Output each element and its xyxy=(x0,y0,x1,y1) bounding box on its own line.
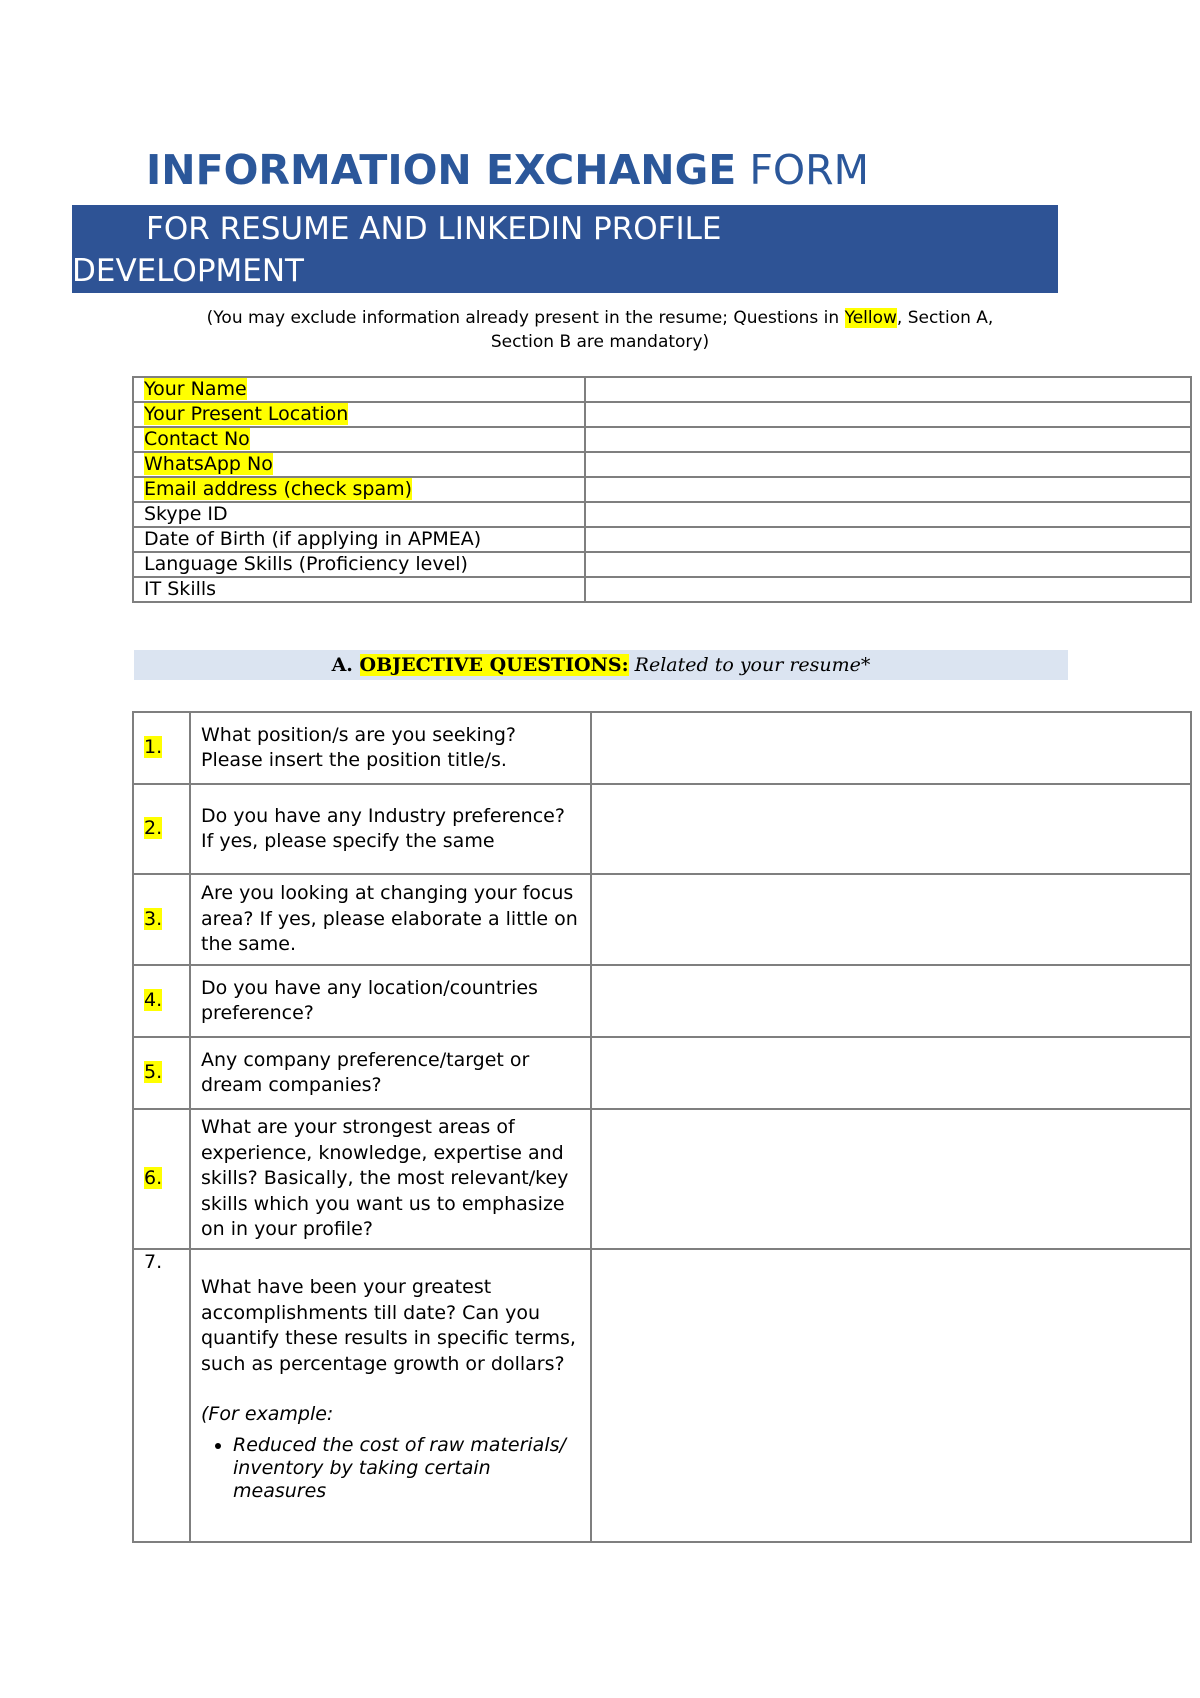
info-label: WhatsApp No xyxy=(144,453,273,475)
info-row xyxy=(133,427,1191,452)
info-label: Your Name xyxy=(144,378,247,400)
info-answer-field[interactable] xyxy=(585,452,1191,477)
info-answer-field[interactable] xyxy=(585,427,1191,452)
question-number: 6. xyxy=(144,1167,163,1190)
answer-field[interactable] xyxy=(591,1037,1191,1109)
info-label: Your Present Location xyxy=(144,403,349,425)
question-text: Any company preference/target or dream companies? xyxy=(190,1037,591,1109)
question-row xyxy=(133,965,1191,1037)
banner-line-2: DEVELOPMENT xyxy=(72,253,304,289)
info-label: Language Skills (Proficiency level) xyxy=(144,553,468,575)
example-label: (For example: xyxy=(201,1403,334,1425)
question-number: 5. xyxy=(144,1061,163,1084)
question-row xyxy=(133,1249,1191,1542)
info-label: Skype ID xyxy=(144,503,228,525)
info-row xyxy=(133,527,1191,552)
info-label: Date of Birth (if applying in APMEA) xyxy=(144,528,482,550)
question-text: Are you looking at changing your focus area? If yes, please elaborate a little on the same. xyxy=(190,874,591,965)
personal-info-table xyxy=(132,376,1192,603)
question-number: 3. xyxy=(144,907,163,930)
example-list xyxy=(201,1434,580,1503)
question-row xyxy=(133,712,1191,784)
question-number: 1. xyxy=(144,736,163,759)
info-row xyxy=(133,402,1191,427)
question-text: What have been your greatest accomplishments till date? Can you quantify these results in specific terms, such as percentage growth or dollars? xyxy=(201,1276,576,1375)
banner-line-1: FOR RESUME AND LINKEDIN PROFILE xyxy=(146,211,722,247)
form-title: INFORMATION EXCHANGE FORM xyxy=(146,146,870,194)
question-row xyxy=(133,784,1191,874)
info-row xyxy=(133,377,1191,402)
info-answer-field[interactable] xyxy=(585,527,1191,552)
answer-field[interactable] xyxy=(591,1109,1191,1249)
question-number: 2. xyxy=(144,817,163,840)
question-text: What position/s are you seeking? Please insert the position title/s. xyxy=(190,712,591,784)
info-answer-field[interactable] xyxy=(585,477,1191,502)
question-text: Do you have any location/countries preference? xyxy=(190,965,591,1037)
info-row xyxy=(133,477,1191,502)
info-answer-field[interactable] xyxy=(585,402,1191,427)
info-answer-field[interactable] xyxy=(585,502,1191,527)
question-number: 4. xyxy=(144,989,163,1012)
info-answer-field[interactable] xyxy=(585,377,1191,402)
info-row xyxy=(133,502,1191,527)
info-label: IT Skills xyxy=(144,578,217,600)
title-banner xyxy=(72,205,1058,293)
answer-field[interactable] xyxy=(591,1249,1191,1542)
answer-field[interactable] xyxy=(591,874,1191,965)
question-row xyxy=(133,1037,1191,1109)
answer-field[interactable] xyxy=(591,965,1191,1037)
info-row xyxy=(133,577,1191,602)
question-text: Do you have any Industry preference? If yes, please specify the same xyxy=(190,784,591,874)
info-label: Contact No xyxy=(144,428,250,450)
info-answer-field[interactable] xyxy=(585,552,1191,577)
example-bullet: • Reduced the cost of raw materials/ inventory by taking certain measures xyxy=(233,1434,580,1503)
answer-field[interactable] xyxy=(591,712,1191,784)
answer-field[interactable] xyxy=(591,784,1191,874)
objective-questions-table xyxy=(132,711,1192,1543)
info-row xyxy=(133,552,1191,577)
info-row xyxy=(133,452,1191,477)
instruction-note: (You may exclude information already present in the resume; Questions in Yellow, Section A, Section B are mandatory) xyxy=(206,308,994,352)
info-label: Email address (check spam) xyxy=(144,478,413,500)
question-row xyxy=(133,874,1191,965)
question-row xyxy=(133,1109,1191,1249)
question-text: What are your strongest areas of experience, knowledge, expertise and skills? Basically, the most relevant/key skills which you want us to emphasize on in your profile? xyxy=(190,1109,591,1249)
section-a-header: A. OBJECTIVE QUESTIONS: Related to your resume* xyxy=(134,650,1068,680)
info-answer-field[interactable] xyxy=(585,577,1191,602)
question-number: 7. xyxy=(133,1249,190,1542)
